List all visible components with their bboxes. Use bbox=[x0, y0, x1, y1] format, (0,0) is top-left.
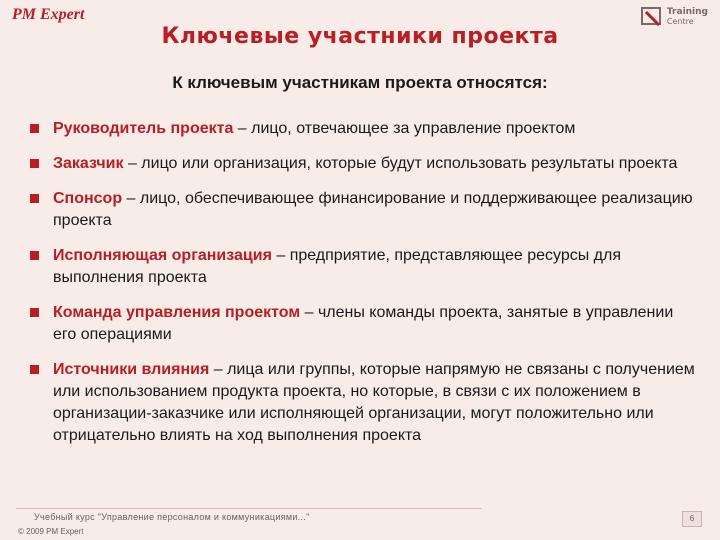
footer-divider bbox=[16, 508, 482, 509]
item-text: – лицо, обеспечивающее финансирование и поддерживающее реализацию проекта bbox=[53, 190, 693, 229]
training-centre-line2: Centre bbox=[666, 17, 694, 26]
square-bullet-icon bbox=[30, 124, 39, 133]
list-item bbox=[30, 153, 700, 175]
slide-subtitle: К ключевым участникам проекта относятся: bbox=[172, 73, 548, 92]
square-bullet-icon bbox=[30, 251, 39, 260]
footer-copyright: © 2009 PM Expert bbox=[18, 527, 84, 536]
pm-expert-logo: PM Expert bbox=[12, 6, 85, 23]
list-item bbox=[30, 245, 700, 289]
list-item bbox=[30, 302, 700, 346]
item-term: Руководитель проекта bbox=[53, 120, 234, 137]
footer-course-title: Учебный курс "Управление персоналом и коммуникациями..." bbox=[34, 512, 310, 522]
square-bullet-icon bbox=[30, 365, 39, 374]
item-text: – лицо, отвечающее за управление проектом bbox=[233, 120, 576, 137]
slide-title: Ключевые участники проекта bbox=[161, 24, 559, 49]
item-text: – члены команды проекта, занятые в управлении его операциями bbox=[53, 304, 674, 343]
participants-list bbox=[30, 118, 700, 460]
item-term: Источники влияния bbox=[53, 361, 210, 378]
item-term: Заказчик bbox=[53, 155, 124, 172]
list-item bbox=[30, 188, 700, 232]
list-item bbox=[30, 118, 700, 140]
item-text: – лица или группы, которые напрямую не связаны с получением или использованием продукта проекта, но которые, в связи с их положением в организации-заказчике или исполняющей организации, могут положительно или отрицательно влиять на ход выполнения проекта bbox=[53, 361, 695, 444]
square-bullet-icon bbox=[30, 308, 39, 317]
item-text: – предприятие, представляющее ресурсы для выполнения проекта bbox=[53, 247, 622, 286]
square-bullet-icon bbox=[30, 159, 39, 168]
item-term: Команда управления проектом bbox=[53, 304, 301, 321]
item-text: – лицо или организация, которые будут использовать результаты проекта bbox=[123, 155, 678, 172]
item-term: Исполняющая организация bbox=[53, 247, 272, 264]
training-centre-line1: Training bbox=[666, 7, 708, 17]
page-number: 6 bbox=[682, 511, 702, 527]
list-item bbox=[30, 359, 700, 447]
item-term: Спонсор bbox=[53, 190, 123, 207]
square-bullet-icon bbox=[30, 194, 39, 203]
